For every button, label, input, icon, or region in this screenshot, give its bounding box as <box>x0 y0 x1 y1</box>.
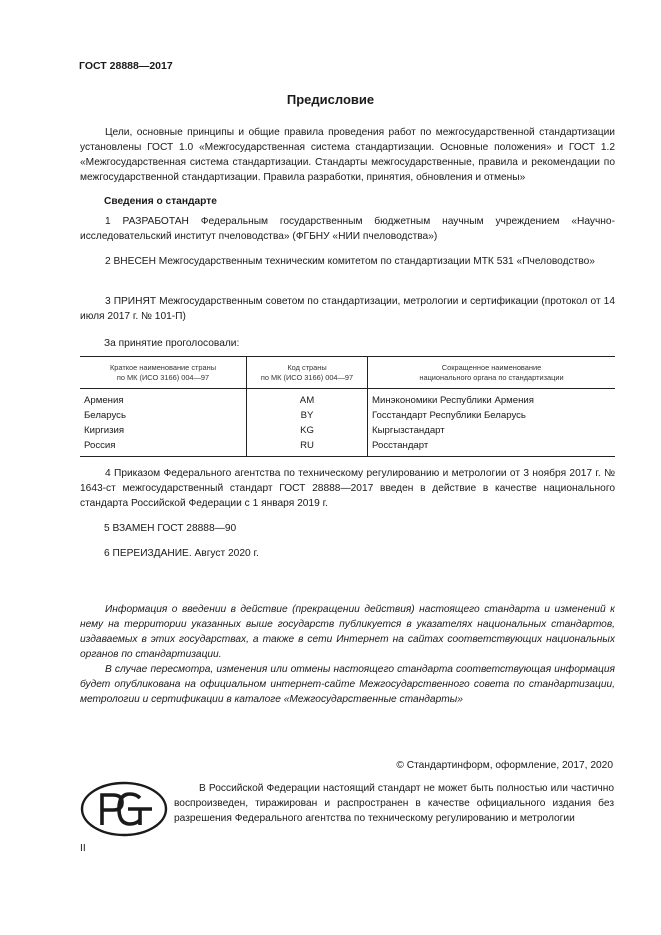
table-row <box>80 438 615 457</box>
table-row <box>80 408 615 423</box>
country-cell: Россия <box>80 438 247 457</box>
code-cell: RU <box>247 438 368 457</box>
body-cell: Росстандарт <box>368 438 616 457</box>
code-cell: AM <box>247 389 368 409</box>
rst-mark-logo-icon <box>80 781 168 837</box>
item-4: 4 Приказом Федерального агентства по техническому регулированию и метрологии от 3 ноября 2017 г. № 1643-ст межгосударственный стандарт ГОСТ 28888—2017 введен в действие в качестве национального стандарта Российской Федерации с 1 января 2019 г. <box>80 468 615 509</box>
item-5: 5 ВЗАМЕН ГОСТ 28888—90 <box>104 523 237 534</box>
code-cell: KG <box>247 423 368 438</box>
column-header-country: Краткое наименование страны по МК (ИСО 3166) 004—97 <box>80 357 247 389</box>
column-header-code: Код страны по МК (ИСО 3166) 004—97 <box>247 357 368 389</box>
document-code: ГОСТ 28888—2017 <box>79 60 173 72</box>
item-6: 6 ПЕРЕИЗДАНИЕ. Август 2020 г. <box>104 548 259 559</box>
item-3: 3 ПРИНЯТ Межгосударственным советом по стандартизации, метрологии и сертификации (протокол от 14 июля 2017 г. № 101-П) <box>80 296 615 322</box>
country-cell: Беларусь <box>80 408 247 423</box>
reproduction-notice: В Российской Федерации настоящий стандарт не может быть полностью или частично воспроизведен, тиражирован и распространен в качестве официального издания без разрешения Федерального агентства по техническому регулированию и метрологии <box>174 783 614 824</box>
page-title: Предисловие <box>286 92 375 107</box>
column-header-body: Сокращенное наименование национального органа по стандартизации <box>368 357 616 389</box>
code-cell: BY <box>247 408 368 423</box>
country-cell: Армения <box>80 389 247 409</box>
body-cell: Госстандарт Республики Беларусь <box>372 410 526 421</box>
table-header-row <box>80 357 615 389</box>
body-cell: Кыргызстандарт <box>372 425 445 436</box>
page-number: II <box>80 843 86 854</box>
section-title: Сведения о стандарте <box>104 196 217 207</box>
intro-paragraph: Цели, основные принципы и общие правила проведения работ по межгосударственной стандартизации установлены ГОСТ 1.0 «Межгосударственная система стандартизации. Основные положения» и ГОСТ 1.2 «Межгосударственная система стандартизации. Стандарты межгосударственные, правила и рекомендации по межгосударственной стандартизации. Правила разработки, принятия, обновления и отмены» <box>80 127 615 183</box>
body-cell: Минэкономики Республики Армения <box>372 395 534 406</box>
country-cell: Киргизия <box>80 423 247 438</box>
table-row <box>80 389 615 409</box>
item-1: 1 РАЗРАБОТАН Федеральным государственным бюджетным научным учреждением «Научно-исследовательский институт пчеловодства» (ФГБНУ «НИИ пчеловодства») <box>80 216 615 242</box>
voting-table <box>80 356 615 457</box>
copyright-line: © Стандартинформ, оформление, 2017, 2020 <box>396 760 613 771</box>
item-2: 2 ВНЕСЕН Межгосударственным техническим комитетом по стандартизации МТК 531 «Пчеловодство» <box>105 256 595 267</box>
info-paragraph-1: Информация о введении в действие (прекращении действия) настоящего стандарта и изменений к нему на территории указанных выше государств публикуется в указателях национальных стандартов, издаваемых в этих государствах, а также в сети Интернет на сайтах соответствующих национальных органов по стандартизации. <box>80 604 615 660</box>
vote-label: За принятие проголосовали: <box>104 338 240 349</box>
info-paragraph-2: В случае пересмотра, изменения или отмены настоящего стандарта соответствующая информация будет опубликована на официальном интернет-сайте Межгосударственного совета по стандартизации, метрологии и сертификации в каталоге «Межгосударственные стандарты» <box>80 664 615 705</box>
table-row <box>80 423 615 438</box>
